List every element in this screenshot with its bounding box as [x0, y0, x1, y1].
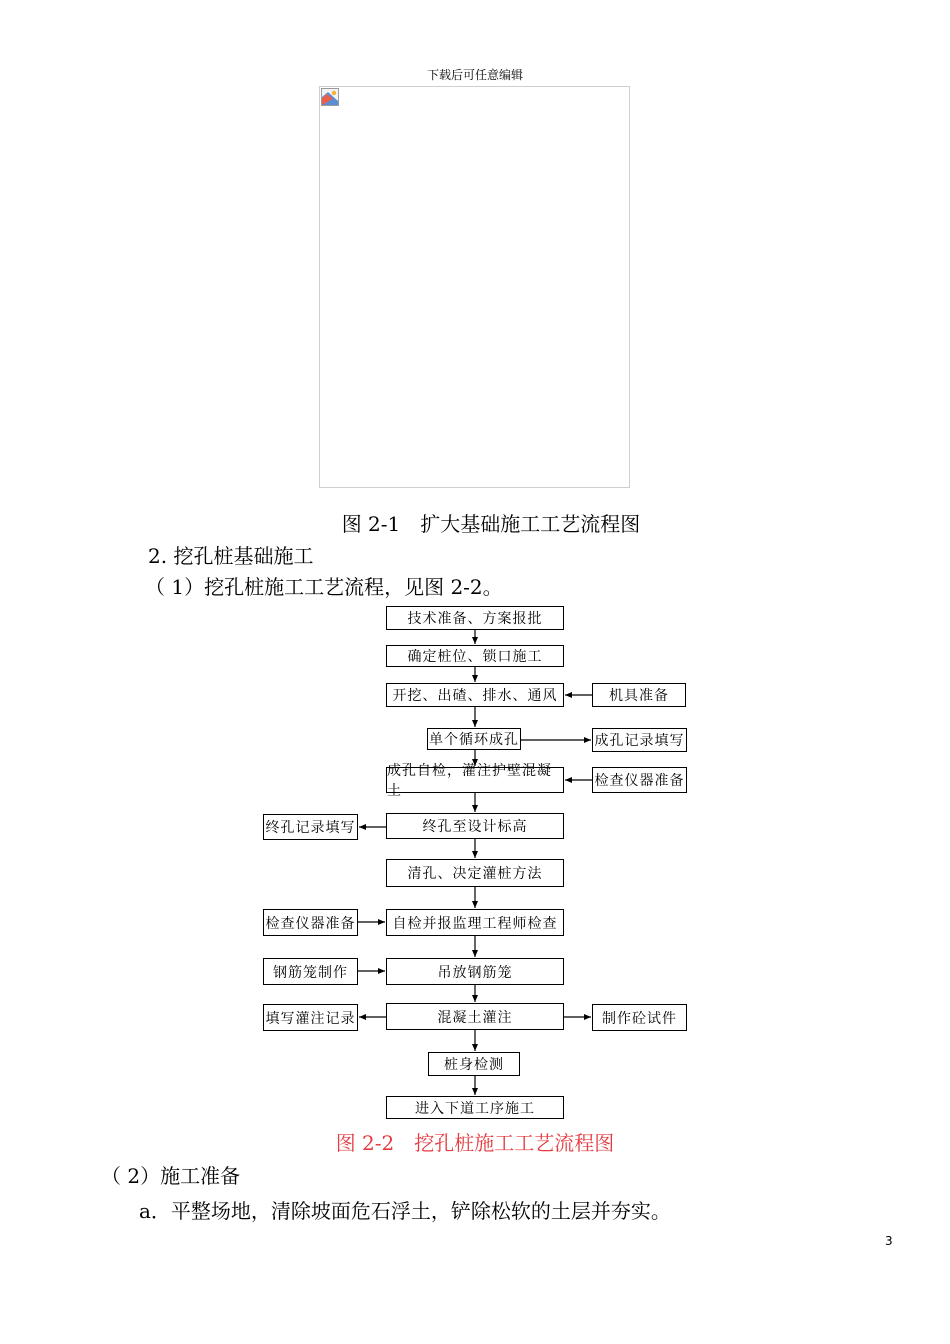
flow-side-pour-record: 填写灌注记录: [263, 1004, 358, 1031]
paragraph-item-a: a．平整场地，清除坡面危石浮土，铲除松软的土层并夯实。: [139, 1199, 671, 1223]
flow-step-hoist-cage: 吊放钢筋笼: [386, 958, 564, 985]
section-heading: 2. 挖孔桩基础施工: [148, 544, 314, 568]
flow-side-equipment-prep: 机具准备: [592, 683, 686, 707]
flow-step-final-hole: 终孔至设计标高: [386, 813, 564, 839]
flow-step-next-process: 进入下道工序施工: [386, 1096, 564, 1119]
flow-step-pile-test: 桩身检测: [428, 1052, 520, 1076]
section-intro: （ 1）挖孔桩施工工艺流程，见图 2-2。: [145, 575, 503, 599]
page-number: 3: [885, 1234, 893, 1248]
flow-side-instrument-prep: 检查仪器准备: [592, 767, 687, 793]
flow-step-pile-position: 确定桩位、锁口施工: [386, 645, 564, 667]
broken-image-icon: [321, 88, 339, 106]
flow-side-cage-fabrication: 钢筋笼制作: [263, 958, 358, 985]
flow-step-tech-prep: 技术准备、方案报批: [386, 606, 564, 630]
figure-image-placeholder: [319, 86, 630, 488]
flow-side-final-hole-record: 终孔记录填写: [263, 814, 358, 840]
page-header: 下载后可任意编辑: [426, 68, 523, 82]
figure-2-2-caption: 图 2-2 挖孔桩施工工艺流程图: [335, 1131, 615, 1155]
flow-step-clean-hole: 清孔、决定灌桩方法: [386, 859, 564, 887]
flow-step-excavation: 开挖、出碴、排水、通风: [386, 683, 564, 707]
flow-step-self-check-wall: 成孔自检，灌注护壁混凝土: [386, 767, 564, 793]
flow-side-make-specimen: 制作砼试件: [592, 1004, 687, 1031]
subsection-heading: （ 2）施工准备: [101, 1164, 241, 1188]
flow-step-single-cycle: 单个循环成孔: [427, 728, 521, 750]
figure-2-1-caption: 图 2-1 扩大基础施工工艺流程图: [341, 512, 641, 536]
flow-side-hole-record: 成孔记录填写: [592, 728, 687, 752]
flow-side-instrument-prep-left: 检查仪器准备: [263, 909, 358, 936]
flow-step-concrete-pour: 混凝土灌注: [386, 1003, 564, 1030]
flow-step-supervisor-check: 自检并报监理工程师检查: [386, 909, 564, 936]
